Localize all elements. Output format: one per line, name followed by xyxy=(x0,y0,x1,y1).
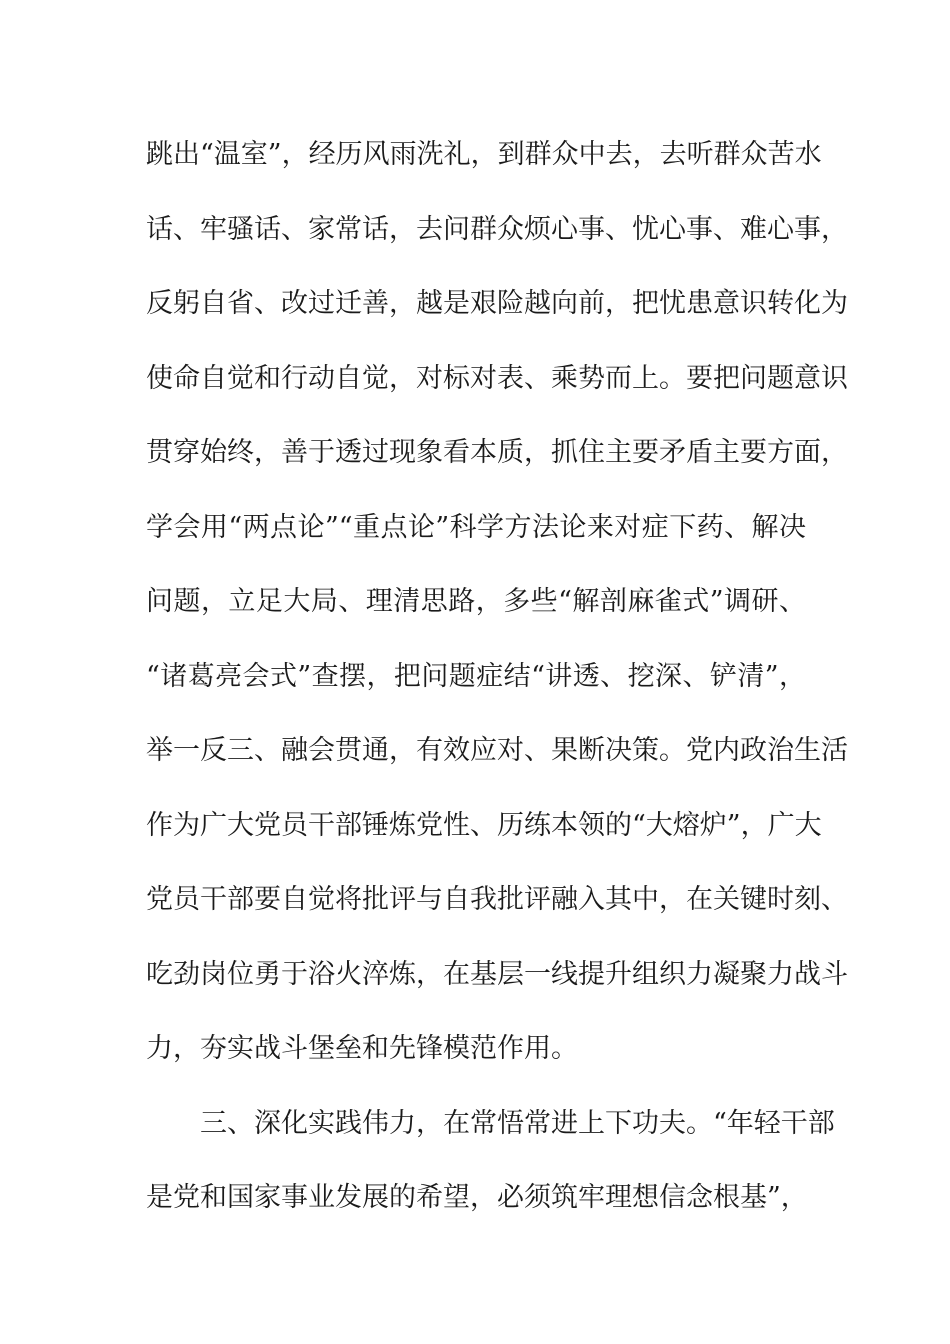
text-line-2: 话、牢骚话、家常话，去问群众烦心事、忧心事、难心事， xyxy=(146,214,848,245)
text-line-13: 力，夯实战斗堡垒和先锋模范作用。 xyxy=(146,1033,578,1064)
text-line-10: 作为广大党员干部锤炼党性、历练本领的“大熔炉”，广大 xyxy=(146,810,822,841)
text-line-3: 反躬自省、改过迁善，越是艰险越向前，把忧患意识转化为 xyxy=(146,288,848,319)
text-line-6: 学会用“两点论”“重点论”科学方法论来对症下药、解决 xyxy=(146,512,806,543)
text-line-4: 使命自觉和行动自觉，对标对表、乘势而上。要把问题意识 xyxy=(146,363,848,394)
text-line-11: 党员干部要自觉将批评与自我批评融入其中，在关键时刻、 xyxy=(146,884,848,915)
text-line-9: 举一反三、融会贯通，有效应对、果断决策。党内政治生活 xyxy=(146,735,848,766)
text-line-12: 吃劲岗位勇于浴火淬炼，在基层一线提升组织力凝聚力战斗 xyxy=(146,959,848,990)
text-line-5: 贯穿始终，善于透过现象看本质，抓住主要矛盾主要方面， xyxy=(146,437,848,468)
text-line-14: 三、深化实践伟力，在常悟常进上下功夫。“年轻干部 xyxy=(200,1108,835,1139)
text-line-8: “诸葛亮会式”查摆，把问题症结“讲透、挖深、铲清”， xyxy=(146,661,806,692)
text-line-1: 跳出“温室”，经历风雨洗礼，到群众中去，去听群众苦水 xyxy=(146,139,822,170)
text-line-15: 是党和国家事业发展的希望，必须筑牢理想信念根基”， xyxy=(146,1182,808,1213)
text-line-7: 问题，立足大局、理清思路，多些“解剖麻雀式”调研、 xyxy=(146,586,806,617)
